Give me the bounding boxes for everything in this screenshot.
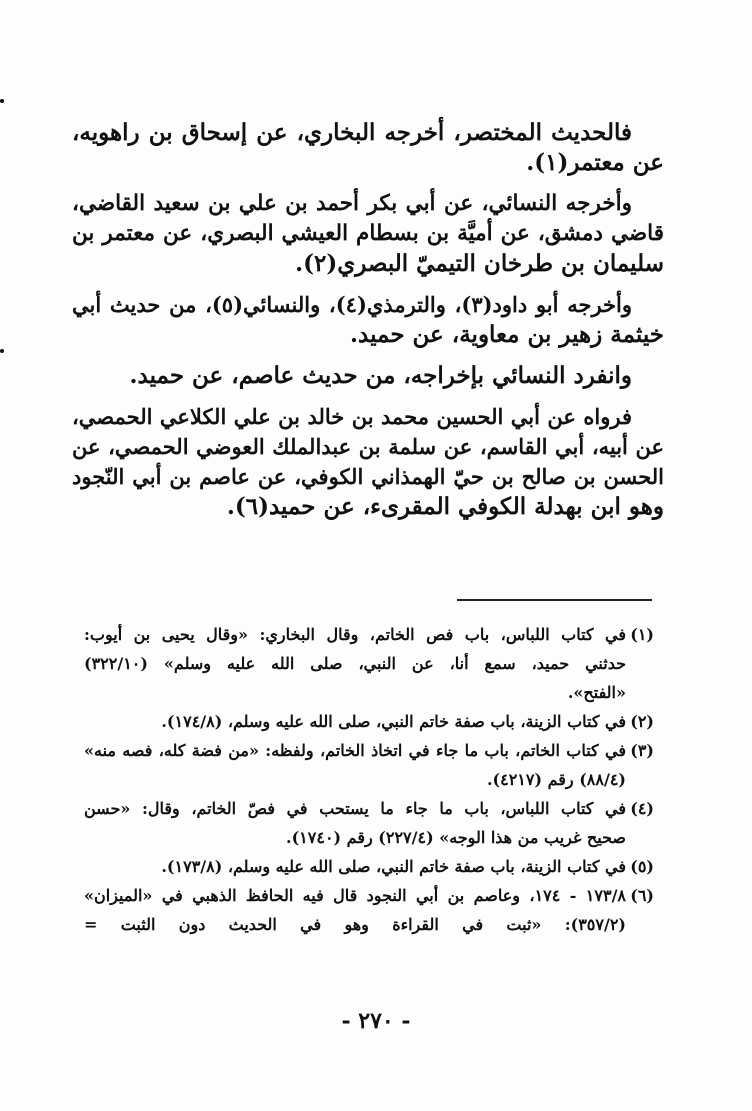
- footnote-1: [84, 620, 654, 707]
- footnote-text: في كتاب الخاتم، باب ما جاء في اتخاذ الخاتم، ولفظه: «من فضة كله، فصه منه»: [84, 741, 626, 760]
- footnote-text: (٣٥٧/٢): «ثبت في القراءة وهو في الحديث دون الثبت =: [84, 915, 626, 934]
- footnote-text: ١٧٣/٨ - ١٧٤، وعاصم بن أبي النجود قال فيه الحافظ الذهبي في «الميزان»: [84, 886, 626, 905]
- main-text: [72, 118, 664, 522]
- footnote-4: [84, 794, 654, 852]
- footnote-text: صحيح غريب من هذا الوجه» (٢٢٧/٤) رقم (١٧٤٠).: [286, 828, 626, 847]
- footnote-number: (٥): [630, 857, 654, 876]
- footnote-2: [84, 707, 654, 736]
- footnote-text: في كتاب اللباس، باب ما جاء ما يستحب في فصّ الخاتم، وقال: «حسن: [84, 799, 626, 818]
- text-line: سليمان بن طرخان التيميّ البصري(٢).: [295, 250, 664, 277]
- footnote-text: حدثني حميد، سمع أنا، عن النبي، صلى الله عليه وسلم» (٣٢٢/١٠): [84, 654, 626, 673]
- footnote-number: (٢): [630, 712, 654, 731]
- footnote-text: «الفتح».: [567, 683, 626, 702]
- text-line: وهو ابن بهدلة الكوفي المقرىء، عن حميد(٦).: [226, 493, 664, 520]
- footnote-3: [84, 736, 654, 794]
- margin-mark-top: [0, 99, 4, 103]
- text-line: وأخرجه أبو داود(٣)، والترمذي(٤)، والنسائي(٥)، من حديث أبي: [72, 292, 632, 317]
- footnote-text: في كتاب الزينة، باب صفة خاتم النبي، صلى الله عليه وسلم، (١٧٣/٨).: [161, 857, 626, 876]
- text-line: فرواه عن أبي الحسين محمد بن خالد بن علي الكلاعي الحمصي،: [72, 404, 632, 429]
- footnote-number: (٤): [630, 799, 654, 818]
- text-line: وأخرجه النسائي، عن أبي بكر أحمد بن علي بن سعيد القاضي،: [72, 191, 632, 216]
- footnote-text: في كتاب الزينة، باب صفة خاتم النبي، صلى الله عليه وسلم، (١٧٤/٨).: [161, 712, 626, 731]
- page-number: - ٢٧٠ -: [341, 1008, 411, 1034]
- footnotes: [84, 620, 654, 939]
- text-line: خيثمة زهير بن معاوية، عن حميد.: [350, 321, 664, 348]
- footnote-number: (٣): [630, 741, 654, 760]
- footnote-text: (٨٨/٤) رقم (٤٢١٧).: [486, 770, 626, 789]
- text-line: فالحديث المختصر، أخرجه البخاري، عن إسحاق بن راهويه،: [72, 119, 632, 146]
- footnote-number: (٦): [630, 886, 654, 905]
- footnote-separator: [457, 599, 652, 601]
- text-line: عن أبيه، أبي القاسم، عن سلمة بن عبدالملك العوضي الحمصي، عن: [72, 434, 664, 459]
- text-line: وانفرد النسائي بإخراجه، من حديث عاصم، عن حميد.: [129, 362, 632, 389]
- footnote-number: (١): [630, 625, 654, 644]
- footnote-text: في كتاب اللباس، باب فص الخاتم، وقال البخاري: «وقال يحيى بن أيوب:: [84, 625, 626, 644]
- text-line: الحسن بن صالح بن حيّ الهمذاني الكوفي، عن عاصم بن أبي النّجود: [72, 464, 664, 489]
- text-line: قاضي دمشق، عن أميَّة بن بسطام العيشي البصري، عن معتمر بن: [72, 221, 664, 246]
- footnote-5: [84, 852, 654, 881]
- margin-mark-middle: [0, 349, 4, 353]
- footnote-6: [84, 881, 654, 939]
- text-line: عن معتمر(١).: [526, 149, 664, 176]
